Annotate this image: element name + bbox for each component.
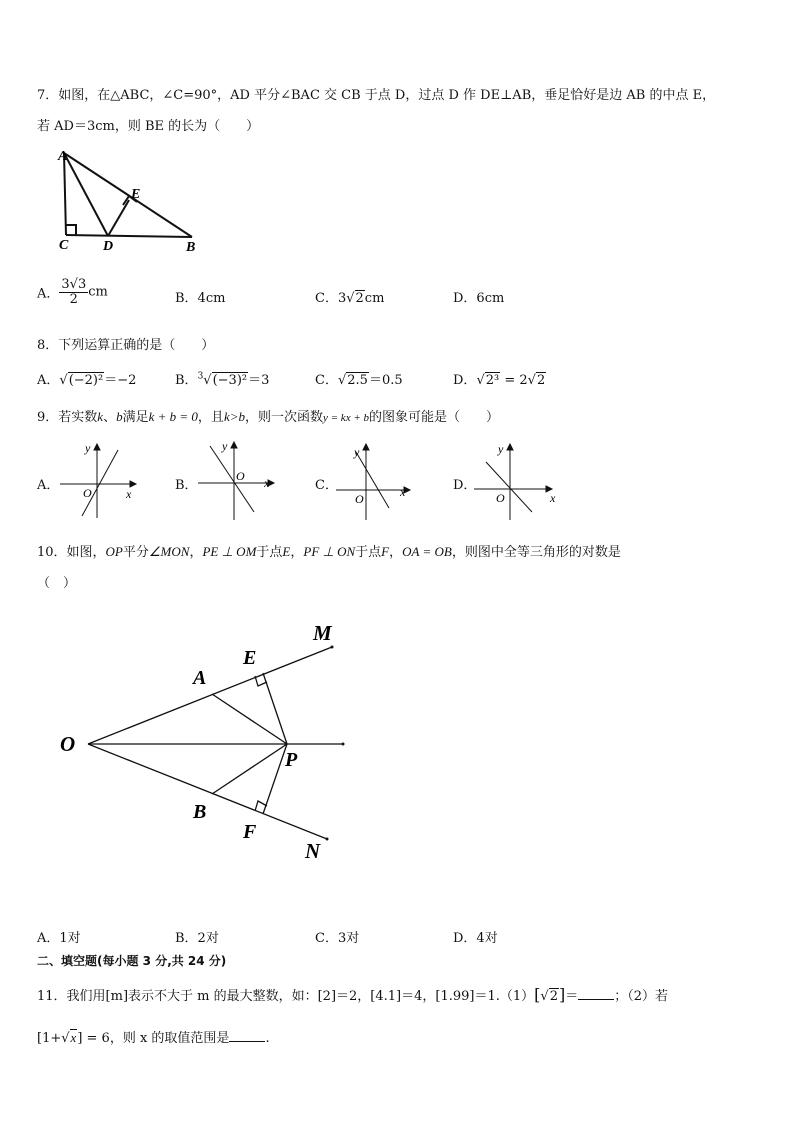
q10-label-O: O xyxy=(60,732,76,756)
q10-stem-line1: 10．如图，OP平分∠MON，PE ⊥ OM于点E，PF ⊥ ON于点F，OA = OB，则图中全等三角形的对数是 xyxy=(37,544,621,560)
q9-a-x-label: x xyxy=(126,487,132,501)
q9-b-x-label: x xyxy=(264,476,270,490)
q7-triangle-figure xyxy=(50,145,210,255)
q9-graph-c xyxy=(336,440,416,522)
q7-option-c: C．3√2cm xyxy=(315,291,385,306)
q9-option-d-label: D． xyxy=(453,478,477,493)
q7-label-A: A xyxy=(58,149,68,164)
q9-c-origin-label: O xyxy=(355,492,364,506)
q9-d-x-label: x xyxy=(550,491,556,505)
q10-label-M: M xyxy=(313,621,332,645)
q9-option-a-label: A． xyxy=(37,478,60,493)
q10-label-F: F xyxy=(243,821,257,843)
q10-stem-line2: （ ） xyxy=(37,576,77,591)
q9-c-x-label: x xyxy=(400,485,406,499)
q9-a-y-label: y xyxy=(85,441,91,455)
q10-option-b: B．2对 xyxy=(175,931,219,946)
q11-line2: [1+√x] = 6，则 x 的取值范围是 . xyxy=(37,1030,270,1046)
q7-stem-line2: 若 AD＝3cm，则 BE 的长为（ ） xyxy=(37,119,260,134)
q10-label-B: B xyxy=(193,801,207,823)
q9-d-y-label: y xyxy=(498,442,504,456)
q11-blank-1[interactable] xyxy=(578,999,614,1000)
q9-option-b-label: B． xyxy=(175,478,198,493)
q10-label-E: E xyxy=(243,647,257,669)
q9-graph-d xyxy=(474,440,564,522)
q9-a-origin-label: O xyxy=(83,486,92,500)
section2-title: 二、填空题(每小题 3 分,共 24 分) xyxy=(37,954,227,968)
q8-option-d: D．√2³ = 2√2 xyxy=(453,373,546,388)
q9-c-y-label: y xyxy=(354,445,360,459)
q10-angle-figure xyxy=(55,615,365,865)
q7-stem-line1: 7．如图，在△ABC，∠C=90°，AD 平分∠BAC 交 CB 于点 D，过点 D 作 DE⊥AB，垂足恰好是边 AB 的中点 E， xyxy=(37,88,716,103)
q9-graph-b xyxy=(198,438,278,522)
q9-d-origin-label: O xyxy=(496,491,505,505)
q9-option-c-label: C． xyxy=(315,478,338,493)
q7-option-b: B．4cm xyxy=(175,291,226,306)
q9-b-origin-label: O xyxy=(236,469,245,483)
q7-label-E: E xyxy=(131,187,141,202)
q8-option-a: A．√(−2)²＝−2 xyxy=(37,373,137,388)
q8-option-b: B．$^3$√(−3)²＝3 xyxy=(175,371,270,388)
q11-line1: 11．我们用[m]表示不大于 m 的最大整数，如：[2]＝2，[4.1]＝4，[1.99]＝1.（1）[√2]＝ ；（2）若 xyxy=(37,985,669,1004)
q9-graph-a xyxy=(60,440,140,520)
q9-b-y-label: y xyxy=(222,439,228,453)
q10-label-A: A xyxy=(193,667,207,689)
q7-label-C: C xyxy=(59,238,69,253)
q7-option-a: A． $\frac{3√3}{2}$ cm xyxy=(37,277,108,307)
q11-blank-2[interactable] xyxy=(229,1041,265,1042)
q7-label-B: B xyxy=(186,240,196,255)
q7-label-D: D xyxy=(103,239,114,254)
q8-stem: 8．下列运算正确的是（ ） xyxy=(37,338,215,353)
q7-option-a-fraction: $\frac{3√3}{2}$ xyxy=(61,277,87,307)
q10-option-a: A．1对 xyxy=(37,931,81,946)
q9-stem: 9．若实数k、b满足k + b = 0，且k>b，则一次函数y = kx + b的图象可能是（ ） xyxy=(37,409,500,425)
q10-option-d: D．4对 xyxy=(453,931,498,946)
q10-label-N: N xyxy=(305,839,321,863)
q7-option-d: D．6cm xyxy=(453,291,505,306)
q10-option-c: C．3对 xyxy=(315,931,360,946)
q10-label-P: P xyxy=(285,749,298,771)
q8-option-c: C．√2.5＝0.5 xyxy=(315,373,403,388)
